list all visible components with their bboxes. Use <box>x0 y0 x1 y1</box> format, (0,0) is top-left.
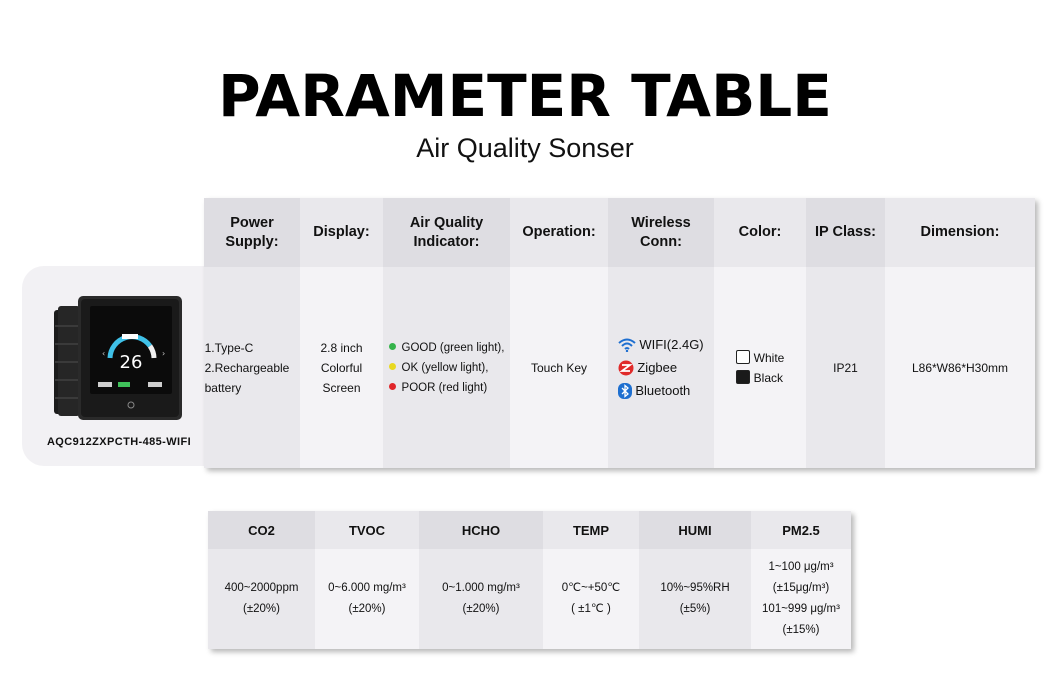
red-dot-icon <box>389 383 396 390</box>
column-display <box>300 198 383 468</box>
wireless-item-bluetooth: Bluetooth <box>618 379 703 402</box>
header-ip-class: IP Class: <box>806 198 885 267</box>
header-color: Color: <box>714 198 806 267</box>
zigbee-icon <box>618 360 634 376</box>
sensor-cell-co2: 400~2000ppm (±20%) <box>208 549 315 649</box>
sensor-header-co2: CO2 <box>208 511 315 549</box>
sensor-cell-temp: 0℃~+50℃ ( ±1℃ ) <box>543 549 639 649</box>
cell-dimension: L86*W86*H30mm <box>885 267 1035 468</box>
sensor-column-humi <box>639 511 751 649</box>
sensor-cell-pm25: 1~100 μg/m³ (±15μg/m³) 101~999 μg/m³ (±15%) <box>751 549 851 649</box>
wifi-icon <box>618 338 636 352</box>
column-air-quality-indicator <box>383 198 510 468</box>
sensor-column-hcho <box>419 511 543 649</box>
sensor-header-tvoc: TVOC <box>315 511 419 549</box>
green-dot-icon <box>389 343 396 350</box>
cell-power-supply: 1.Type-C 2.Rechargeable battery <box>204 267 300 468</box>
column-dimension <box>885 198 1035 468</box>
sensor-column-pm25 <box>751 511 851 649</box>
column-ip-class <box>806 198 885 468</box>
color-item-white: White <box>736 348 785 368</box>
column-operation <box>510 198 608 468</box>
product-device-image <box>52 296 182 420</box>
bluetooth-icon <box>618 383 632 399</box>
yellow-dot-icon <box>389 363 396 370</box>
device-screen-value: 26 <box>119 352 143 373</box>
page-title: PARAMETER TABLE <box>218 62 832 130</box>
aqi-item-ok: OK (yellow light), <box>389 358 505 378</box>
product-model-label: AQC912ZXPCTH-485-WIFI <box>46 436 192 448</box>
header-wireless: Wireless Conn: <box>608 198 714 267</box>
cell-display: 2.8 inch Colorful Screen <box>300 267 383 468</box>
column-wireless <box>608 198 714 468</box>
sensor-cell-tvoc: 0~6.000 mg/m³ (±20%) <box>315 549 419 649</box>
header-operation: Operation: <box>510 198 608 267</box>
sensor-column-tvoc <box>315 511 419 649</box>
aqi-item-poor: POOR (red light) <box>389 378 505 398</box>
header-air-quality-indicator: Air Quality Indicator: <box>383 198 510 267</box>
column-power-supply <box>204 198 300 468</box>
cell-color <box>714 267 806 468</box>
sensor-header-pm25: PM2.5 <box>751 511 851 549</box>
sensor-header-hcho: HCHO <box>419 511 543 549</box>
sensor-header-humi: HUMI <box>639 511 751 549</box>
page-subtitle: Air Quality Sonser <box>416 133 634 163</box>
header-display: Display: <box>300 198 383 267</box>
sensor-cell-humi: 10%~95%RH (±5%) <box>639 549 751 649</box>
header-power-supply: Power Supply: <box>204 198 300 267</box>
wireless-item-zigbee: Zigbee <box>618 356 703 379</box>
white-swatch-icon <box>736 350 750 364</box>
cell-wireless <box>608 267 714 468</box>
sensor-cell-hcho: 0~1.000 mg/m³ (±20%) <box>419 549 543 649</box>
cell-operation: Touch Key <box>510 267 608 468</box>
parameter-table <box>204 198 1035 468</box>
black-swatch-icon <box>736 370 750 384</box>
column-color <box>714 198 806 468</box>
cell-air-quality-indicator <box>383 267 510 468</box>
svg-text:‹: ‹ <box>102 349 106 358</box>
wireless-item-wifi: WIFI(2.4G) <box>618 333 703 356</box>
svg-text:›: › <box>162 349 166 358</box>
sensor-column-co2 <box>208 511 315 649</box>
color-item-black: Black <box>736 368 785 388</box>
sensor-header-temp: TEMP <box>543 511 639 549</box>
sensor-column-temp <box>543 511 639 649</box>
aqi-item-good: GOOD (green light), <box>389 338 505 358</box>
cell-ip-class: IP21 <box>806 267 885 468</box>
sensor-range-table <box>208 511 851 649</box>
header-dimension: Dimension: <box>885 198 1035 267</box>
